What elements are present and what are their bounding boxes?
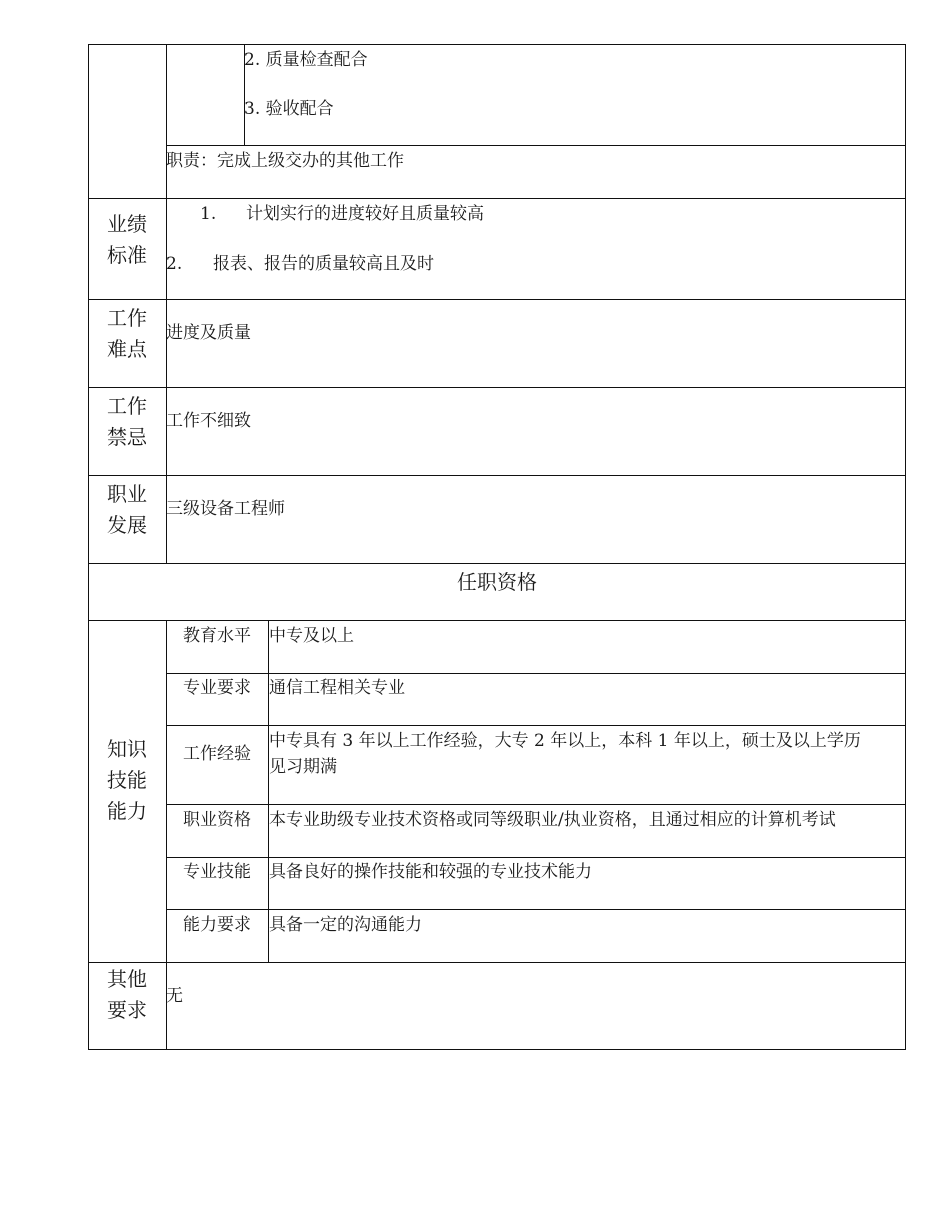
job-description-table [88,44,906,1050]
career-label-line1: 职业 [107,482,147,506]
career-label-line2: 发展 [107,513,147,537]
performance-item2-text: 报表、报告的质量较高且及时 [213,254,434,274]
rule-right [905,44,906,1050]
major-value: 通信工程相关专业 [269,678,405,698]
skills-value: 具备良好的操作技能和较强的专业技术能力 [269,862,592,882]
taboo-label-line2: 禁忌 [107,425,147,449]
rule-q-row4 [166,857,906,858]
experience-value-line1: 中专具有 3 年以上工作经验，大专 2 年以上，本科 1 年以上，硕士及以上学历 [269,731,861,751]
other-label [88,964,166,1026]
experience-label: 工作经验 [183,744,251,764]
rule-after-taboo [88,475,906,476]
other-label-line2: 要求 [107,998,147,1022]
rule-top [88,44,906,45]
education-label: 教育水平 [183,626,251,646]
performance-label-line2: 标准 [107,243,147,267]
performance-item2-number: 2. [166,254,183,274]
rule-label-col-a [166,44,167,564]
qualification-group-line2: 技能 [107,768,147,792]
rule-after-section-title [88,620,906,621]
qualification-group-line1: 知识 [107,737,147,761]
performance-item1-number: 1. [200,204,217,224]
other-value: 无 [166,986,183,1006]
rule-q-row5 [166,909,906,910]
rule-bottom [88,1049,906,1050]
difficulty-value: 进度及质量 [166,323,251,343]
duty-other: 职责：完成上级交办的其他工作 [166,151,404,171]
certification-value: 本专业助级专业技术资格或同等级职业/执业资格，且通过相应的计算机考试 [269,810,836,830]
experience-value-line2: 见习期满 [269,757,337,777]
taboo-value: 工作不细致 [166,411,251,431]
rule-q-row3 [166,804,906,805]
rule-left [88,44,89,1050]
rule-qualification-inner [268,620,269,963]
rule-after-career [88,563,906,564]
education-value: 中专及以上 [269,626,354,646]
skills-label: 专业技能 [183,862,251,882]
career-value: 三级设备工程师 [166,499,285,519]
other-label-line1: 其他 [107,967,147,991]
rule-after-difficulty [88,387,906,388]
rule-after-duties [88,198,906,199]
ability-label: 能力要求 [183,915,251,935]
duty-item-2: 2. 质量检查配合 [244,50,368,70]
qualification-group-line3: 能力 [107,799,147,823]
certification-label: 职业资格 [183,810,251,830]
performance-item1-text: 计划实行的进度较好且质量较高 [246,204,484,224]
rule-after-qualification [88,962,906,963]
career-label [88,479,166,541]
rule-q-row1 [166,673,906,674]
rule-after-performance [88,299,906,300]
taboo-label-line1: 工作 [107,394,147,418]
qualification-group-label [88,734,166,827]
qualification-section-title: 任职资格 [457,570,537,594]
performance-label-line1: 业绩 [107,212,147,236]
difficulty-label [88,303,166,365]
difficulty-label-line1: 工作 [107,306,147,330]
duty-item-3: 3. 验收配合 [244,99,334,119]
performance-label [88,209,166,271]
rule-q-row2 [166,725,906,726]
ability-value: 具备一定的沟通能力 [269,915,422,935]
taboo-label [88,391,166,453]
difficulty-label-line2: 难点 [107,337,147,361]
major-label: 专业要求 [183,678,251,698]
rule-duties-sub [166,145,906,146]
